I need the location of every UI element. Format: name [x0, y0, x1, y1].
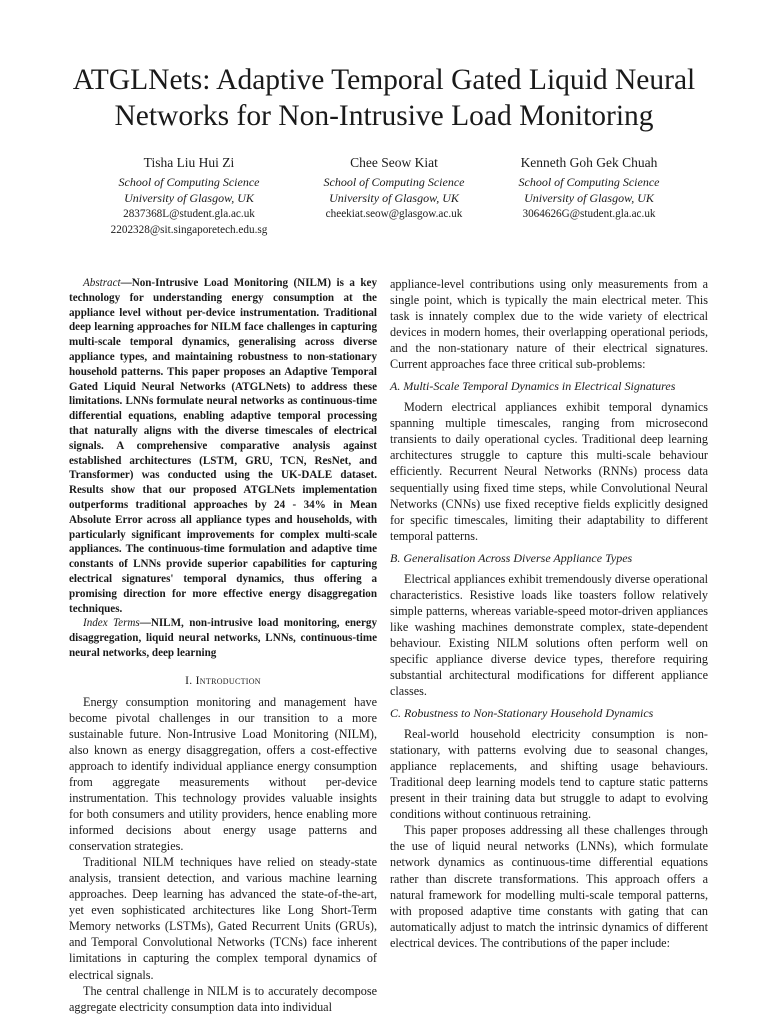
subsection-heading-a: A. Multi-Scale Temporal Dynamics in Electrical Signatures	[390, 379, 676, 394]
index-terms-text: —NILM, non-intrusive load monitoring, energy disaggregation, liquid neural networks, LNNs, continuous-time neural networks, deep learning	[69, 617, 377, 659]
intro-paragraph-1: Energy consumption monitoring and management have become pivotal challenges in our transition to a more sustainable future. Non-Intrusive Load Monitoring (NILM), also known as energy disaggregation, offers a cost-effective approach to identify individual appliance energy consumption from aggregate measurements without per-device instrumentation. This technology provides valuable insights for both consumers and utility providers, hence enabling more informed decisions about energy usage patterns and conservation strategies.	[69, 694, 377, 854]
closing-paragraph: This paper proposes addressing all these challenges through the use of liquid neural networks (LNNs), which formulate network dynamics as continuous-time differential equations rather than discrete transformations. This approach offers a natural framework for modelling multi-scale temporal patterns, with proposed adaptive time constants with gating that can automatically adjust to match the intrinsic dynamics of different electrical devices. The contributions of the paper include:	[390, 823, 708, 950]
author-email: cheekiat.seow@glasgow.ac.uk	[325, 208, 463, 220]
index-terms	[69, 616, 377, 660]
subsection-heading-b: B. Generalisation Across Diverse Appliance Types	[390, 550, 633, 565]
author-affiliation: School of Computing Science	[518, 175, 660, 189]
left-column	[69, 276, 377, 1015]
author-email: 2837368L@student.gla.ac.uk	[123, 208, 255, 220]
paper-title: ATGLNets: Adaptive Temporal Gated Liquid Neural Networks for Non-Intrusive Load Monitoring	[72, 64, 696, 132]
author-affiliation: University of Glasgow, UK	[524, 191, 654, 205]
author-affiliation: University of Glasgow, UK	[124, 191, 254, 205]
abstract	[69, 276, 377, 616]
author-email: 3064626G@student.gla.ac.uk	[522, 208, 656, 220]
author-email: 2202328@sit.singaporetech.edu.sg	[110, 224, 268, 236]
right-column	[390, 276, 708, 951]
abstract-text: —Non-Intrusive Load Monitoring (NILM) is a key technology for understanding energy consumption at the appliance level without per-device instrumentation. Traditional deep learning approaches for NILM face challenges in capturing multi-scale temporal dynamics, generalising across diverse appliance types, and maintaining robustness to non-stationary household patterns. This paper proposes an Adaptive Temporal Gated Liquid Neural Networks (ATGLNets) to address these limitations. LNNs formulate neural networks as continuous-time differential equations, enabling adaptive temporal processing that naturally aligns with the diverse timescales of electrical signals. A comprehensive comparative analysis against established architectures (LSTM, GRU, TCN, ResNet, and Transformer) was conducted using the UK-DALE dataset. Results show that our proposed ATGLNets implementation outperforms traditional approaches by 24 - 34% in Mean Absolute Error across all appliance types and households, with particularly significant improvements for complex multi-scale appliances. The continuous-time formulation and adaptive time constants of LNNs provide superior capabilities for capturing electrical signatures' temporal dynamics, thus offering a promising direction for more effective energy disaggregation techniques.	[69, 277, 377, 615]
author-affiliation: University of Glasgow, UK	[329, 191, 459, 205]
subsection-b-paragraph: Electrical appliances exhibit tremendously diverse operational characteristics. Resistive loads like toasters follow relatively simple patterns, whereas variable-speed motor-driven appliances like washing machines demonstrate complex, state-dependent behaviour. Existing NILM solutions often perform well on specific appliance diverse device types, therefore requiring substantial architectural modifications for different appliance classes.	[390, 571, 708, 699]
intro-continuation: appliance-level contributions using only measurements from a single point, which is typically the main electrical meter. This task is innately complex due to the wide variety of electrical devices in modern homes, their overlapping operational periods, and the non-stationary nature of their electrical signatures. Current approaches face three critical sub-problems:	[390, 277, 708, 372]
author-affiliation: School of Computing Science	[323, 175, 465, 189]
section-heading-introduction: I. Introduction	[185, 673, 261, 687]
subsection-heading-c: C. Robustness to Non-Stationary Household Dynamics	[390, 706, 654, 721]
author-name: Chee Seow Kiat	[350, 155, 438, 170]
author-1	[69, 154, 309, 238]
author-name: Tisha Liu Hui Zi	[143, 155, 235, 170]
subsection-a-paragraph: Modern electrical appliances exhibit temporal dynamics spanning multiple timescales, ranging from microsecond transients to daily operational cycles. Traditional deep learning architectures struggle to capture this multi-scale behaviour efficiently. Recurrent Neural Networks (RNNs) process data sequentially using fixed time steps, while Convolutional Neural Networks (CNNs) use fixed receptive fields explicitly designed for specific timescales, limiting their adaptability to different temporal patterns.	[390, 400, 708, 543]
abstract-lead: Abstract	[83, 277, 121, 289]
index-terms-lead: Index Terms	[83, 617, 140, 630]
intro-paragraph-3: The central challenge in NILM is to accurately decompose aggregate electricity consumption data into individual	[69, 983, 377, 1014]
author-affiliation: School of Computing Science	[118, 175, 260, 189]
subsection-c-paragraph: Real-world household electricity consumption is non-stationary, with patterns evolving due to seasonal changes, appliance replacements, and shifting usage behaviours. Traditional deep learning models tend to capture static patterns present in their training data but struggle to adapt to evolving conditions without continuous retraining.	[390, 727, 708, 822]
intro-paragraph-2: Traditional NILM techniques have relied on steady-state analysis, transient detection, and various machine learning approaches. Deep learning has advanced the state-of-the-art, yet even sophisticated architectures like Long Short-Term Memory networks (LSTMs), Gated Recurrent Units (GRUs), and Temporal Convolutional Networks (TCNs) face inherent limitations in capturing the complex temporal dynamics of electrical signals.	[69, 855, 377, 982]
author-name: Kenneth Goh Gek Chuah	[520, 155, 658, 170]
author-3	[469, 154, 709, 222]
